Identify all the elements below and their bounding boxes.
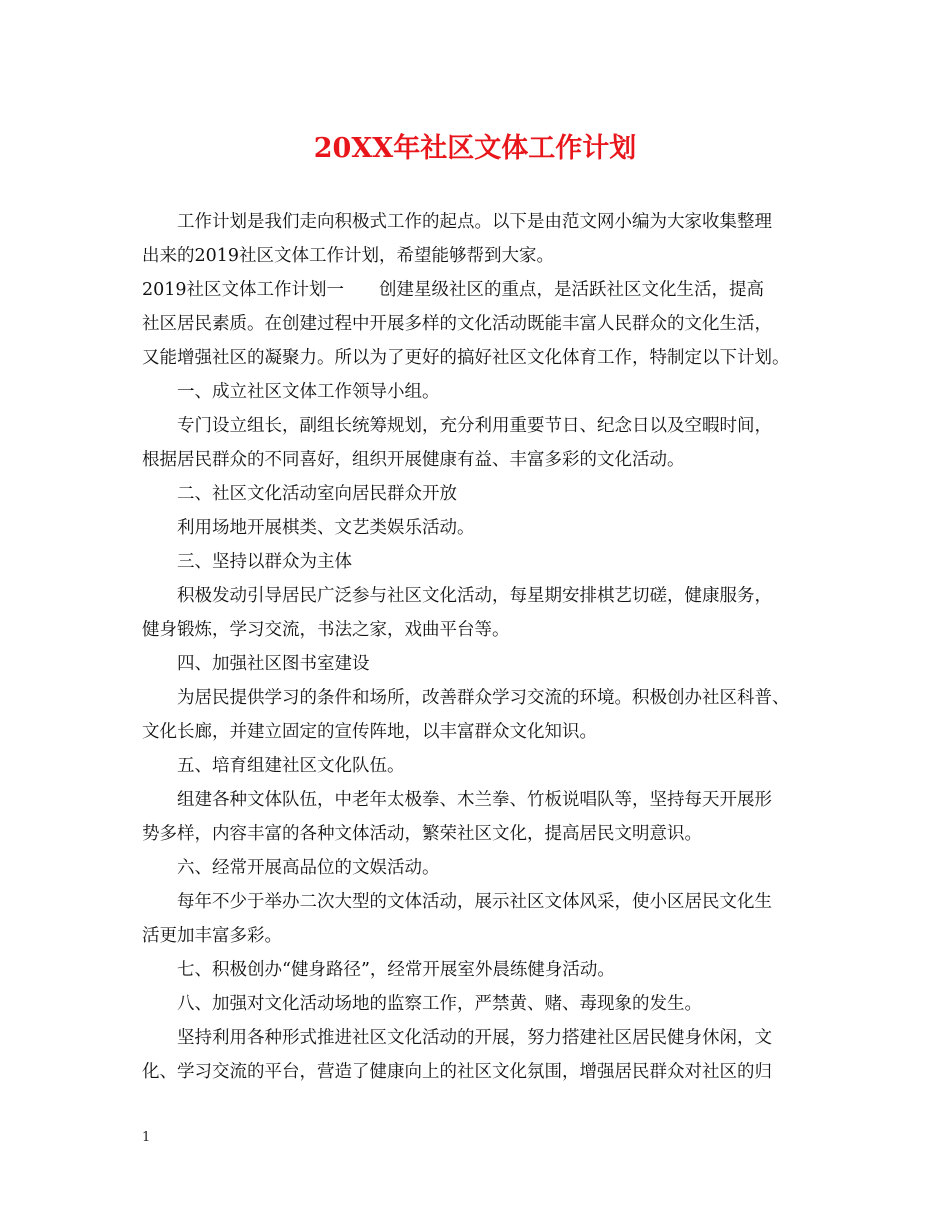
paragraph-line: 社区居民素质。在创建过程中开展多样的文化活动既能丰富人民群众的文化生活，	[142, 314, 772, 334]
paragraph-line: 根据居民群众的不同喜好，组织开展健康有益、丰富多彩的文化活动。	[142, 450, 685, 470]
page-number: 1	[142, 1130, 151, 1145]
paragraph-line: 化、学习交流的平台，营造了健康向上的社区文化氛围，增强居民群众对社区的归	[142, 1062, 772, 1082]
section-heading: 三、坚持以群众为主体	[177, 552, 352, 572]
section-heading: 六、经常开展高品位的文娱活动。	[177, 858, 440, 878]
section-heading: 二、社区文化活动室向居民群众开放	[177, 484, 457, 504]
paragraph-line: 出来的2019社区文体工作计划，希望能够帮到大家。	[142, 246, 555, 266]
paragraph-line: 又能增强社区的凝聚力。所以为了更好的搞好社区文化体育工作，特制定以下计划。	[142, 348, 790, 368]
body-text	[142, 205, 822, 1089]
paragraph-line: 每年不少于举办二次大型的文体活动，展示社区文体风采，使小区居民文化生	[177, 892, 772, 912]
section-heading: 四、加强社区图书室建设	[177, 654, 370, 674]
paragraph-line: 坚持利用各种形式推进社区文化活动的开展，努力搭建社区居民健身休闲，文	[177, 1028, 772, 1048]
paragraph-line: 活更加丰富多彩。	[142, 926, 282, 946]
paragraph-line: 专门设立组长，副组长统筹规划，充分利用重要节日、纪念日以及空暇时间，	[177, 416, 772, 436]
paragraph-line: 势多样，内容丰富的各种文体活动，繁荣社区文化，提高居民文明意识。	[142, 824, 702, 844]
paragraph-line: 利用场地开展棋类、文艺类娱乐活动。	[177, 518, 475, 538]
section-heading: 一、成立社区文体工作领导小组。	[177, 382, 440, 402]
paragraph-line: 组建各种文体队伍，中老年太极拳、木兰拳、竹板说唱队等，坚持每天开展形	[177, 790, 772, 810]
paragraph-line: 文化长廊，并建立固定的宣传阵地，以丰富群众文化知识。	[142, 722, 597, 742]
paragraph-line: 健身锻炼，学习交流，书法之家，戏曲平台等。	[142, 620, 510, 640]
paragraph-line: 积极发动引导居民广泛参与社区文化活动，每星期安排棋艺切磋，健康服务，	[177, 586, 772, 606]
paragraph-line: 工作计划是我们走向积极式工作的起点。以下是由范文网小编为大家收集整理	[177, 212, 772, 232]
section-heading: 七、积极创办“健身路径”，经常开展室外晨练健身活动。	[177, 960, 615, 980]
page-title: 20XX年社区文体工作计划	[313, 133, 637, 164]
paragraph-line: 2019社区文体工作计划一 创建星级社区的重点，是活跃社区文化生活，提高	[142, 280, 765, 300]
section-heading: 八、加强对文化活动场地的监察工作，严禁黄、赌、毒现象的发生。	[177, 994, 702, 1014]
paragraph-line: 为居民提供学习的条件和场所，改善群众学习交流的环境。积极创办社区科普、	[177, 688, 790, 708]
section-heading: 五、培育组建社区文化队伍。	[177, 756, 405, 776]
